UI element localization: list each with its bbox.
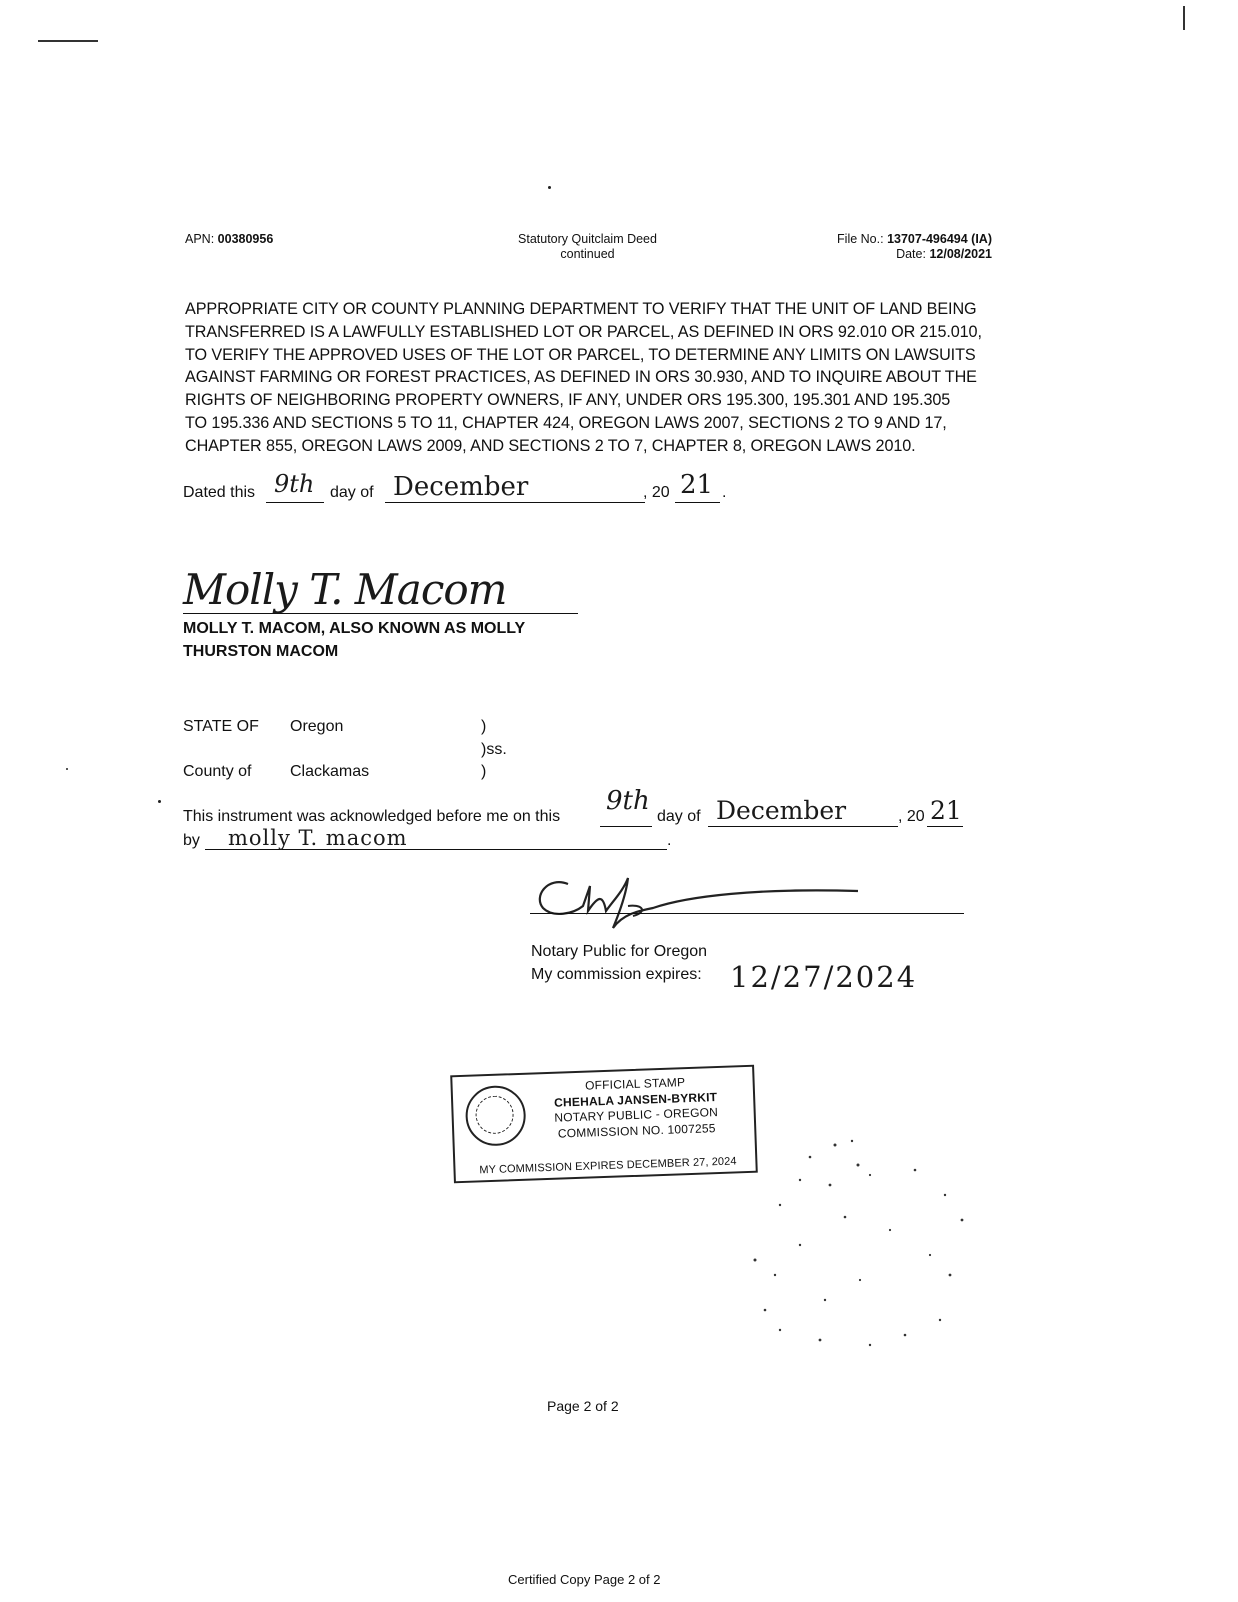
deed-statement-paragraph [185,298,1020,458]
apn [185,232,273,247]
ack-by-label: by [183,832,200,849]
day-blank [266,502,324,503]
venue-paren-top: ) [481,718,487,735]
notary-title: Notary Public for Oregon [531,943,708,960]
county-label: County of [183,763,252,780]
ack-day-blank [600,826,652,827]
file-date [760,247,992,262]
embossed-seal-impression [740,1135,980,1365]
venue-paren-bottom: ) [481,763,487,780]
ack-month: December [716,796,847,825]
notary-signature-mark [528,866,868,936]
scan-speck [66,768,68,770]
state-label: STATE OF [183,718,259,735]
dated-mid: day of [330,484,374,501]
document-title-block [480,232,695,262]
scan-mark [38,40,98,42]
file-date-value: 12/08/2021 [929,247,992,261]
ack-day: 9th [606,786,650,816]
scan-speck [158,800,161,803]
document-title: Statutory Quitclaim Deed [518,232,657,246]
certified-copy-label: Certified Copy Page 2 of 2 [508,1572,661,1587]
body-line: AGAINST FARMING OR FOREST PRACTICES, AS DEFINED IN ORS 30.930, AND TO INQUIRE ABOUT THE [185,368,977,387]
notary-signature [536,880,538,881]
body-line: TO 195.336 AND SECTIONS 5 TO 11, CHAPTER 424, OREGON LAWS 2007, SECTIONS 2 TO 9 AND 17, [185,413,947,432]
file-info [760,232,992,262]
stamp-line2: CHEHALA JANSEN-BYRKIT [553,1089,718,1110]
notary-expires-value: 12/27/2024 [730,960,918,994]
body-line: TO VERIFY THE APPROVED USES OF THE LOT OR PARCEL, TO DETERMINE ANY LIMITS ON LAWSUITS [185,345,976,364]
dated-year-prefix: , 20 [643,484,670,501]
file-number [760,232,992,247]
dated-day: 9th [274,470,315,498]
stamp-line3: NOTARY PUBLIC - OREGON [554,1105,719,1125]
stamp-line1: OFFICIAL STAMP [584,1075,686,1093]
file-date-label: Date: [896,247,926,261]
grantor-signature: Molly T. Macom [183,565,507,614]
apn-value: 00380956 [217,232,274,246]
ack-year-blank [927,826,963,827]
dated-prefix: Dated this [183,484,256,501]
stamp-line4: COMMISSION NO. 1007255 [557,1120,716,1141]
ack-year: 21 [930,796,962,825]
month-blank [385,502,645,503]
body-line: APPROPRIATE CITY OR COUNTY PLANNING DEPARTMENT TO VERIFY THAT THE UNIT OF LAND BEING [185,300,977,318]
ack-mid: day of [657,808,701,825]
grantor-name-line2: THURSTON MACOM [183,643,339,660]
ack-by-value: molly T. macom [228,826,408,850]
stamp-text [522,1073,749,1143]
notary-signature-line [530,913,964,914]
year-blank [675,502,720,503]
official-notary-stamp [450,1065,758,1184]
file-number-value: 13707-496494 (IA) [887,232,992,246]
ack-end: . [667,832,672,849]
dated-end: . [722,484,727,501]
scan-mark [1183,6,1185,30]
state-seal-icon [465,1085,527,1147]
venue-ss: )ss. [481,741,507,758]
state-value: Oregon [290,718,344,735]
ack-month-blank [708,826,898,827]
ack-prefix: This instrument was acknowledged before me on this [183,808,561,825]
grantor-name-line1: MOLLY T. MACOM, ALSO KNOWN AS MOLLY [183,620,526,637]
document-subtitle: continued [560,247,615,261]
dated-year: 21 [680,470,714,500]
body-line: RIGHTS OF NEIGHBORING PROPERTY OWNERS, IF ANY, UNDER ORS 195.300, 195.301 AND 195.305 [185,391,951,410]
dated-month: December [393,472,529,502]
stamp-footer: MY COMMISSION EXPIRES DECEMBER 27, 2024 [479,1155,737,1177]
notary-expires-label: My commission expires: [531,966,702,983]
scan-speck [548,186,551,189]
file-number-label: File No.: [837,232,884,246]
page-number: Page 2 of 2 [547,1398,619,1414]
body-line: CHAPTER 855, OREGON LAWS 2009, AND SECTIONS 2 TO 7, CHAPTER 8, OREGON LAWS 2010. [185,436,916,455]
ack-year-prefix: , 20 [898,808,925,825]
county-value: Clackamas [290,763,370,780]
apn-label: APN: [185,232,215,246]
body-line: TRANSFERRED IS A LAWFULLY ESTABLISHED LOT OR PARCEL, AS DEFINED IN ORS 92.010 OR 215.010, [185,322,982,341]
